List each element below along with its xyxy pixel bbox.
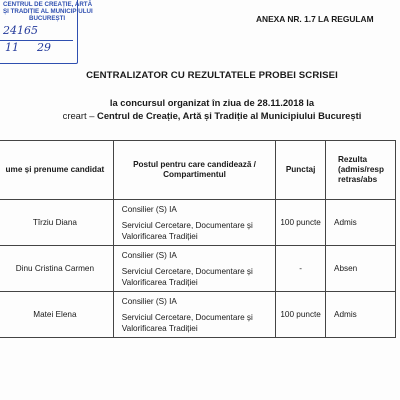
table-row: [0, 292, 396, 338]
document-subtitle-line-2: [0, 110, 400, 121]
department-line-1: Serviciul Cercetare, Documentare și: [121, 266, 253, 276]
candidate-post: [113, 200, 275, 246]
post-title: Consilier (S) IA: [121, 204, 177, 214]
department-line-1: Serviciul Cercetare, Documentare și: [121, 220, 253, 230]
stamp-line-3: BUCUREȘTI: [29, 15, 66, 22]
candidate-post: [113, 292, 275, 338]
department-line-2: Valorificarea Tradiției: [121, 231, 198, 241]
header-result-line-2: (admis/resp: [337, 165, 384, 174]
stamp-registration-number: 24165: [3, 24, 38, 37]
candidate-name: Matei Elena: [0, 292, 113, 338]
stamp-line-2: ȘI TRADIȚIE AL MUNICIPIULUI: [3, 8, 93, 15]
candidate-score: 100 puncte: [276, 200, 326, 246]
table-row: [0, 246, 396, 292]
document-subtitle-line-1: la concursul organizat în ziua de 28.11.2018 la: [109, 97, 315, 108]
candidate-result: Admis: [325, 292, 395, 338]
header-name: ume și prenume candidat: [0, 141, 113, 200]
department-line-1: Serviciul Cercetare, Documentare și: [121, 312, 253, 322]
results-table: [0, 140, 396, 338]
registration-stamp: [0, 0, 93, 64]
header-post-line-1: Postul pentru care candidează /: [133, 160, 256, 169]
department-line-2: Valorificarea Tradiției: [121, 277, 198, 287]
subtitle-prefix: creart –: [62, 110, 95, 121]
stamp-date-day: 11: [5, 41, 19, 54]
table-header-row: [0, 141, 396, 200]
candidate-name: Tîrziu Diana: [0, 200, 113, 246]
candidate-result: Admis: [325, 200, 395, 246]
subtitle-institution: Centrul de Creație, Artă și Tradiție al Municipiului București: [94, 110, 362, 121]
candidate-score: 100 puncte: [276, 292, 326, 338]
post-title: Consilier (S) IA: [121, 250, 177, 260]
candidate-post: [113, 246, 275, 292]
department-line-2: Valorificarea Tradiției: [121, 323, 198, 333]
header-post: [113, 141, 275, 200]
candidate-name: Dinu Cristina Carmen: [0, 246, 113, 292]
table-row: [0, 200, 396, 246]
candidate-score: -: [276, 246, 326, 292]
header-result-line-3: retras/abs: [337, 175, 378, 184]
header-result: [325, 141, 395, 200]
candidate-result: Absen: [325, 246, 395, 292]
annex-label: ANEXA NR. 1.7 LA REGULAM: [256, 14, 374, 24]
document-title: CENTRALIZATOR CU REZULTATELE PROBEI SCRISEI: [86, 70, 338, 81]
post-title: Consilier (S) IA: [121, 296, 177, 306]
header-result-line-1: Rezulta: [337, 155, 368, 164]
stamp-date-time: 29: [37, 41, 51, 54]
header-post-line-2: Compartimentul: [163, 170, 226, 179]
header-score: Punctaj: [276, 141, 326, 200]
stamp-line-1: CENTRUL DE CREAȚIE, ARTĂ: [3, 1, 93, 8]
